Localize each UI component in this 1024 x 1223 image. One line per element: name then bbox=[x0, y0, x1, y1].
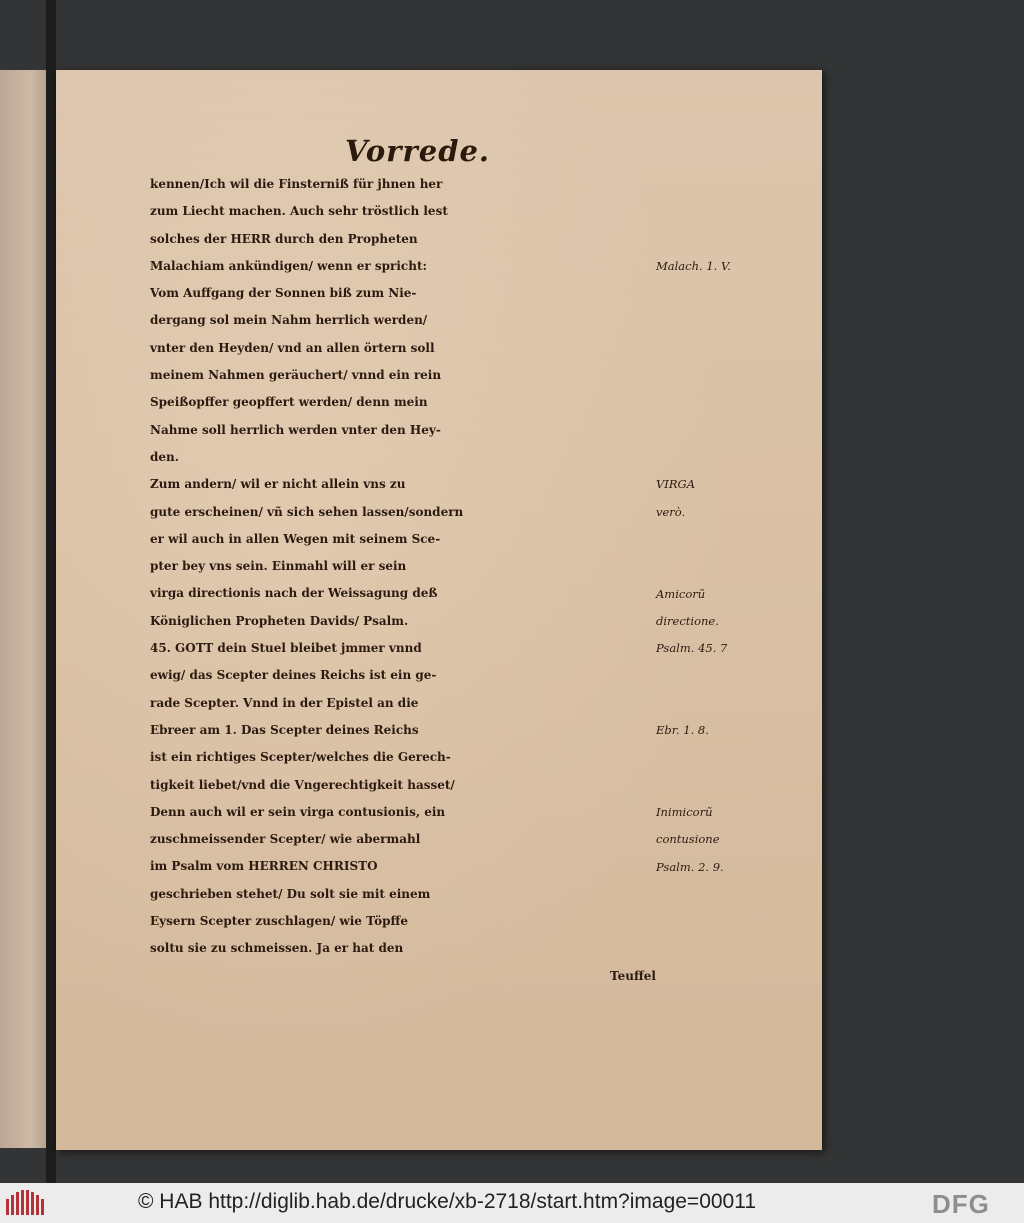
text-line: den. bbox=[150, 449, 179, 464]
text-line: Vom Auffgang der Sonnen biß zum Nie- bbox=[150, 286, 417, 301]
margin-note: Malach. 1. V. bbox=[656, 258, 731, 273]
margin-note: VIRGA bbox=[656, 477, 695, 492]
margin-note: Amicorũ bbox=[656, 586, 706, 601]
text-line: zum Liecht machen. Auch sehr tröstlich lest bbox=[150, 204, 448, 219]
text-line: pter bey vns sein. Einmahl will er sein bbox=[150, 559, 407, 574]
text-line: meinem Nahmen geräuchert/ vnnd ein rein bbox=[150, 368, 442, 383]
margin-note: contusione bbox=[656, 832, 720, 847]
margin-note: Psalm. 45. 7 bbox=[656, 641, 728, 656]
margin-note: verò. bbox=[656, 504, 686, 519]
text-line: Malachiam ankündigen/ wenn er spricht: bbox=[150, 258, 427, 273]
text-line: vnter den Heyden/ vnd an allen örtern soll bbox=[150, 340, 435, 355]
page-body-text bbox=[150, 171, 656, 990]
text-line: virga directionis nach der Weissagung deß bbox=[150, 586, 438, 601]
margin-note: Psalm. 2. 9. bbox=[656, 859, 724, 874]
text-line: Teuffel bbox=[610, 968, 656, 983]
book-page bbox=[56, 70, 822, 1150]
hab-logo-icon[interactable] bbox=[4, 1189, 46, 1217]
text-line: rade Scepter. Vnnd in der Epistel an die bbox=[150, 695, 419, 710]
text-line: soltu sie zu schmeissen. Ja er hat den bbox=[150, 941, 404, 956]
text-line: tigkeit liebet/vnd die Vngerechtigkeit hasset/ bbox=[150, 777, 455, 792]
text-line: ewig/ das Scepter deines Reichs ist ein ge- bbox=[150, 668, 437, 683]
text-line: gute erscheinen/ vñ sich sehen lassen/sondern bbox=[150, 504, 464, 519]
text-line: geschrieben stehet/ Du solt sie mit einem bbox=[150, 886, 431, 901]
text-line: ist ein richtiges Scepter/welches die Gerech- bbox=[150, 750, 451, 765]
footer-bar bbox=[0, 1183, 1024, 1223]
text-line: Denn auch wil er sein virga contusionis, ein bbox=[150, 804, 446, 819]
dfg-logo[interactable]: DFG bbox=[932, 1189, 990, 1219]
text-line: kennen/Ich wil die Finsterniß für jhnen her bbox=[150, 177, 443, 191]
footer-copyright-link[interactable]: © HAB http://diglib.hab.de/drucke/xb-2718/start.htm?image=00011 bbox=[138, 1190, 757, 1213]
page-header: Vorrede. bbox=[345, 134, 491, 168]
book-gutter bbox=[46, 0, 56, 1183]
text-line: er wil auch in allen Wegen mit seinem Sce- bbox=[150, 531, 441, 546]
text-line: solches der HERR durch den Propheten bbox=[150, 231, 418, 246]
text-line: Nahme soll herrlich werden vnter den Hey- bbox=[150, 422, 441, 437]
text-line: 45. GOTT dein Stuel bleibet jmmer vnnd bbox=[150, 641, 422, 656]
text-line: Ebreer am 1. Das Scepter deines Reichs bbox=[150, 722, 419, 737]
text-line: Speißopffer geopffert werden/ denn mein bbox=[150, 395, 428, 410]
margin-note: directione. bbox=[656, 613, 719, 628]
text-line: dergang sol mein Nahm herrlich werden/ bbox=[150, 313, 428, 328]
text-line: im Psalm vom HERREN CHRISTO bbox=[150, 859, 378, 874]
text-line: Zum andern/ wil er nicht allein vns zu bbox=[150, 477, 406, 492]
margin-note: Ebr. 1. 8. bbox=[656, 723, 709, 737]
text-line: zuschmeissender Scepter/ wie abermahl bbox=[150, 832, 421, 847]
text-line: Königlichen Propheten Davids/ Psalm. bbox=[150, 613, 409, 628]
text-line: Eysern Scepter zuschlagen/ wie Töpffe bbox=[150, 914, 408, 929]
margin-note: Inimicorũ bbox=[656, 804, 713, 819]
